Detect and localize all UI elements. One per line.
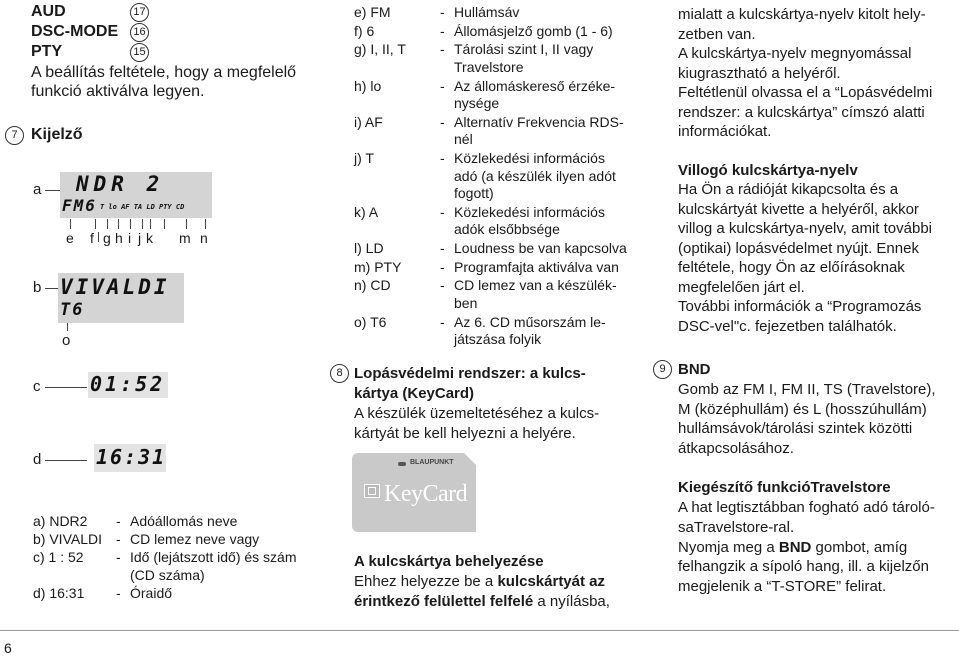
seg-l — [164, 230, 167, 247]
seg-e: e — [66, 230, 74, 246]
text-line: megfelelően járt el. — [678, 278, 805, 296]
note-line-1: A beállítás feltétele, hogy a megfelelő — [31, 64, 297, 81]
display-label-c: c — [33, 378, 41, 395]
indicator-description: Közlekedési információs — [454, 150, 605, 166]
text-line: megjelenik a “T-STORE” felirat. — [678, 577, 887, 595]
seg-g: g — [103, 230, 111, 246]
display-d — [94, 444, 166, 472]
indicator-description: ben — [454, 294, 478, 311]
text-line: mialatt a kulcskártya-nyelv kitolt hely- — [678, 6, 926, 23]
indicator-dash: - — [440, 313, 445, 330]
indicator-description: adó (a készülék ilyen adót — [454, 167, 616, 184]
display-a-indicators: T lo AF TA LD PTY CD — [100, 203, 185, 211]
text-line: saTravelstore-ral. — [678, 518, 795, 536]
keycard-text: KeyCard — [384, 481, 468, 507]
note-line-2: funkció aktiválva legyen. — [31, 83, 205, 100]
legend-row: c) 1 : 52 - Idő (lejátszott idő) és szám — [33, 549, 297, 565]
text-line: feltétele, hogy Ön az előírásoknak — [678, 259, 905, 276]
display-b-name: VIVALDI — [60, 275, 170, 299]
keycard-image — [352, 453, 476, 532]
indicator-description: Alternatív Frekvencia RDS- — [454, 113, 624, 130]
text-line: (optikai) lopásvédelmet nyújt. Ennek — [678, 239, 919, 257]
page-number: 6 — [4, 640, 12, 656]
indicator-dash: - — [440, 113, 445, 130]
section-8-title-line-1: Lopásvédelmi rendszer: a kulcs- — [354, 365, 586, 382]
insert-line-1: Ehhez helyezze be a kulcskártyát az — [354, 573, 606, 590]
indicator-description: Közlekedési információs — [454, 203, 605, 220]
brand-logo-icon — [398, 462, 406, 466]
seg-h: h — [115, 230, 123, 246]
aud-label: AUD — [31, 3, 66, 20]
indicator-description: Travelstore — [454, 58, 524, 75]
display-label-o: o — [62, 332, 71, 349]
display-a-station: NDR 2 — [76, 172, 165, 196]
extra-title: Kiegészítő funkcióTravelstore — [678, 479, 891, 496]
indicator-description: nél — [454, 131, 473, 148]
text-line: További információk a “Programozás — [678, 298, 922, 315]
indicator-label: g) I, II, T — [354, 41, 406, 58]
display-b — [58, 273, 184, 323]
indicator-description: Programfajta aktiválva van — [454, 258, 619, 275]
text-line: villog a kulcskártya-nyelv, amit további — [678, 220, 932, 237]
seg-j: j — [138, 230, 142, 246]
insert-line-2: érintkező felülettel felfelé a nyílásba, — [354, 593, 610, 610]
section-9-title: BND — [678, 361, 711, 378]
indicator-dash: - — [440, 150, 445, 166]
seg-m: m — [179, 230, 191, 246]
pty-label: PTY — [31, 43, 63, 60]
indicator-label: o) T6 — [354, 313, 387, 330]
text-line: hullámsávok/tárolási szintek közötti — [678, 420, 913, 437]
section-8-number: 8 — [330, 364, 349, 383]
legend-row: (CD száma) — [130, 567, 205, 583]
legend-row: d) 16:31 - Óraidő — [33, 585, 173, 601]
indicator-label: j) T — [354, 150, 374, 166]
indicator-description: Az 6. CD műsorszám le- — [454, 313, 606, 330]
indicator-label: f) 6 — [354, 22, 375, 39]
seg-k: k — [146, 230, 153, 246]
indicator-description: Tárolási szint I, II vagy — [454, 41, 594, 58]
section-7-title: Kijelző — [31, 126, 83, 143]
indicator-dash: - — [440, 239, 445, 256]
seg-f: f — [90, 230, 94, 246]
right-para-5: Nyomja meg a BND gombot, amíg — [678, 539, 908, 556]
seg-i: i — [128, 230, 132, 246]
indicator-dash: - — [440, 77, 445, 94]
text-line: A kulcskártya-nyelv megnyomással — [678, 45, 912, 62]
indicator-description: Loudness be van kapcsolva — [454, 239, 627, 256]
indicator-description: nysége — [454, 95, 500, 112]
text-line: információkat. — [678, 123, 772, 140]
indicator-label: h) lo — [354, 77, 382, 94]
section-9-number: 9 — [653, 360, 672, 379]
section-7-number: 7 — [5, 126, 24, 145]
section-8-para-line-1: A készülék üzemeltetéséhez a kulcs- — [354, 405, 600, 422]
indicator-dash: - — [440, 41, 445, 58]
text-line: kulcskártyát kivette a helyéről, akkor — [678, 200, 919, 218]
text-line: DSC-vel"c. fejezetben találhatók. — [678, 317, 897, 335]
legend-row: a) NDR2 - Adóállomás neve — [33, 513, 238, 529]
indicator-description: játszása folyik — [454, 331, 542, 347]
indicator-label: n) CD — [354, 277, 391, 294]
callout-16: 16 — [130, 23, 149, 42]
indicator-description: Az állomáskereső érzéke- — [454, 77, 616, 94]
indicator-description: Hullámsáv — [454, 4, 520, 20]
indicator-dash: - — [440, 4, 445, 20]
callout-17: 17 — [130, 3, 149, 22]
indicator-label: i) AF — [354, 113, 383, 130]
section-8-para-line-2: kártyát be kell helyezni a helyére. — [354, 425, 576, 442]
insert-title: A kulcskártya behelyezése — [354, 553, 544, 570]
indicator-label: k) A — [354, 203, 379, 220]
indicator-description: adók elsőbbsége — [454, 221, 560, 238]
indicator-label: m) PTY — [354, 258, 402, 275]
seg-n: n — [200, 230, 208, 246]
blink-title: Villogó kulcskártya-nyelv — [678, 162, 858, 179]
display-a-band: FM6 — [62, 196, 97, 215]
display-label-b: b — [33, 279, 42, 296]
chip-icon — [364, 484, 380, 498]
display-c — [88, 372, 168, 398]
display-label-d: d — [33, 451, 42, 468]
section-8-title-line-2: kártya (KeyCard) — [354, 385, 475, 402]
indicator-description: CD lemez van a készülék- — [454, 277, 617, 294]
indicator-label: l) LD — [354, 239, 384, 256]
text-line: A hat legtisztábban fogható adó tároló- — [678, 499, 935, 516]
text-line: kiugrasztható a helyéről. — [678, 64, 841, 82]
text-line: átkapcsolásához. — [678, 439, 794, 457]
indicator-dash: - — [440, 22, 445, 39]
text-line: rendszer: a kulcskártya” címszó alatti — [678, 103, 925, 121]
display-a — [60, 172, 212, 218]
callout-15: 15 — [130, 43, 149, 62]
display-b-track: T6 — [60, 300, 85, 320]
text-line: Gomb az FM I, FM II, TS (Travelstore), — [678, 381, 936, 398]
legend-row: b) VIVALDI - CD lemez neve vagy — [33, 531, 260, 547]
indicator-dash: - — [440, 258, 445, 275]
indicator-label: e) FM — [354, 4, 391, 20]
indicator-description: fogott) — [454, 185, 494, 201]
indicator-description: Állomásjelző gomb (1 - 6) — [454, 22, 613, 39]
text-line: Feltétlenül olvassa el a “Lopásvédelmi — [678, 84, 933, 101]
text-line: zetben van. — [678, 25, 756, 43]
indicator-dash: - — [440, 203, 445, 220]
keycard-brand: BLAUPUNKT — [410, 459, 454, 466]
dscmode-label: DSC-MODE — [31, 23, 119, 40]
display-label-a: a — [33, 181, 42, 198]
text-line: M (középhullám) és L (hosszúhullám) — [678, 400, 927, 418]
text-line: felhangzik a sípoló hang, ill. a kijelzőn — [678, 558, 929, 575]
display-d-clock: 16:31 — [96, 445, 167, 469]
indicator-dash: - — [440, 277, 445, 294]
text-line: Ha Ön a rádióját kikapcsolta és a — [678, 181, 899, 198]
display-c-time: 01:52 — [90, 372, 166, 396]
